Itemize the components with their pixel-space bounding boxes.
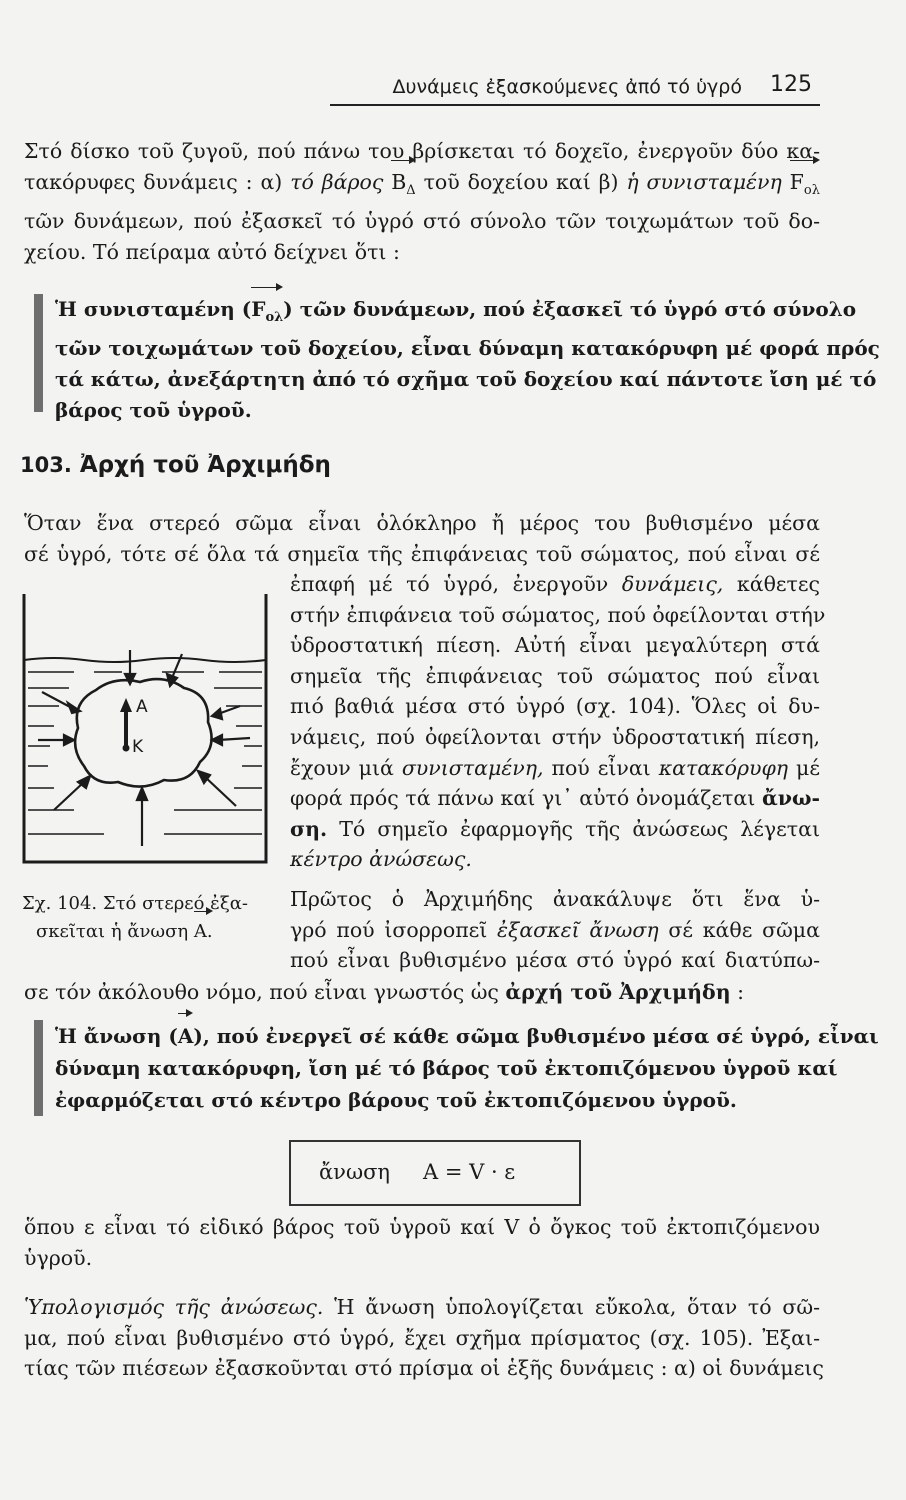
paragraph-formula-explanation: [24, 1212, 820, 1273]
text-line: πού εἶναι βυθισμένο μέσα στό ὑγρό καί διατύπω-: [290, 948, 820, 973]
text-line: γρό πού ἰσορροπεῖ ἐξασκεῖ ἄνωση σέ κάθε σῶμα: [290, 917, 820, 942]
paragraph-beside-figure: [290, 569, 826, 875]
text-line: τίας τῶν πιέσεων ἐξασκοῦνται στό πρίσμα οἱ ἑξῆς δυνάμεις : α) οἱ δυνάμεις: [24, 1356, 824, 1381]
figure-104-buoyancy: [14, 590, 276, 874]
text-line: Ἡ ἄνωση (A), πού ἐνεργεῖ σέ κάθε σῶμα βυθισμένο μέσα σέ ὑγρό, εἶναι: [55, 1020, 820, 1052]
running-header: [330, 72, 820, 106]
vector-A: A: [178, 1020, 194, 1052]
text-line: βάρος τοῦ ὑγροῦ.: [55, 398, 252, 422]
vector-A: Α.: [194, 918, 213, 946]
formula-expression: A = V · ε: [423, 1160, 516, 1184]
paragraph-archimedes-cont: [24, 977, 820, 1008]
paragraph-intro: [24, 508, 820, 569]
caption-line: Σχ. 104. Στό στερεό ἐξα-: [22, 893, 248, 914]
text-line: σέ ὑγρό, τότε σέ ὅλα τά σημεῖα τῆς ἐπιφάνειας τοῦ σώματος, πού εἶναι σέ: [24, 541, 820, 566]
text-line: ὑδροστατική πίεση. Αὐτή εἶναι μεγαλύτερη στά: [290, 633, 820, 658]
label-K: Κ: [132, 737, 144, 757]
text-line: φορά πρός τά πάνω καί γι᾿ αὐτό ὀνομάζεται ἄνω-: [290, 786, 820, 811]
page-number: 125: [770, 72, 812, 97]
pressure-arrows: [38, 650, 250, 846]
text-line: τῶν τοιχωμάτων τοῦ δοχείου, εἶναι δύναμη κατακόρυφη μέ φορά πρός: [55, 336, 880, 360]
caption-line: σκεῖται ἡ ἄνωση Α.: [22, 918, 248, 946]
text-line: ἐφαρμόζεται στό κέντρο βάρους τοῦ ἐκτοπιζόμενου ὑγροῦ.: [55, 1088, 737, 1112]
label-A: Α: [136, 697, 148, 717]
vector-F: $F_{o\lambda}$: [790, 167, 820, 207]
vector-B: $B_\Delta$: [391, 167, 415, 207]
text-line: πιό βαθιά μέσα στό ὑγρό (σχ. 104). Ὅλες οἱ δυ-: [290, 694, 820, 719]
rule-resultant-force: [55, 294, 880, 426]
paragraph-archimedes: [290, 884, 820, 976]
text-line: Ἡ συνισταμένη $(F_{o\lambda})$ τῶν δυνάμεων, πού ἐξασκεῖ τό ὑγρό στό σύνολο: [55, 294, 820, 333]
text-line: Πρῶτος ὁ Ἀρχιμήδης ἀνακάλυψε ὅτι ἕνα ὑ-: [290, 887, 820, 911]
text-line: μα, πού εἶναι βυθισμένο στό ὑγρό, ἔχει σχῆμα πρίσματος (σχ. 105). Ἐξαι-: [24, 1325, 820, 1350]
section-heading: [20, 452, 331, 478]
text-line: ὅπου ε εἶναι τό εἰδικό βάρος τοῦ ὑγροῦ καί V ὁ ὄγκος τοῦ ἐκτοπιζόμενου: [24, 1215, 820, 1239]
paragraph-buoyancy-calc: [24, 1292, 824, 1384]
text-line: σε τόν ἀκόλουθο νόμο, πού εἶναι γνωστός ὡς ἀρχή τοῦ Ἀρχιμήδη :: [24, 980, 745, 1004]
buoyancy-arrow: [120, 698, 132, 752]
text-line: Στό δίσκο τοῦ ζυγοῦ, πού πάνω του βρίσκεται τό δοχεῖο, ἐνεργοῦν δύο κα-: [24, 139, 820, 163]
text-line: δύναμη κατακόρυφη, ἴση μέ τό βάρος τοῦ ἐκτοπιζόμενου ὑγροῦ καί: [55, 1056, 838, 1080]
rule-marker-bar: [34, 1020, 43, 1116]
section-number: 103.: [20, 453, 72, 477]
text-line: ἔχουν μιά συνισταμένη, πού εἶναι κατακόρυφη μέ: [290, 755, 820, 780]
rule-archimedes-law: [55, 1020, 879, 1116]
text-line: Ὅταν ἕνα στερεό σῶμα εἶναι ὁλόκληρο ἤ μέρος του βυθισμένο μέσα: [24, 511, 820, 535]
text-line: τῶν δυνάμεων, πού ἐξασκεῖ τό ὑγρό στό σύνολο τῶν τοιχωμάτων τοῦ δο-: [24, 209, 820, 234]
vector-F: $F_{o\lambda}$: [251, 294, 283, 333]
text-line: Ὑπολογισμός τῆς ἀνώσεως. Ἡ ἄνωση ὑπολογίζεται εὔκολα, ὅταν τό σῶ-: [24, 1295, 820, 1319]
text-line: τά κάτω, ἀνεξάρτητη ἀπό τό σχῆμα τοῦ δοχείου καί πάντοτε ἴση μέ τό: [55, 367, 877, 391]
vessel-outline: [24, 594, 266, 862]
text-line: τακόρυφες δυνάμεις : α) τό βάρος $B_\Delta$ τοῦ δοχείου καί β) ἡ συνισταμένη $F_{o\lambda}$: [24, 167, 820, 207]
text-line: ση. Τό σημεῖο ἐφαρμογῆς τῆς ἀνώσεως λέγεται: [290, 816, 820, 841]
formula-box: [289, 1140, 581, 1206]
figure-caption: [22, 890, 248, 946]
text-line: ἐπαφή μέ τό ὑγρό, ἐνεργοῦν δυνάμεις, κάθετες: [290, 572, 820, 596]
formula-label: ἄνωση: [319, 1160, 390, 1184]
running-title: Δυνάμεις ἐξασκούμενες ἀπό τό ὑγρό: [392, 76, 742, 98]
text-line: κέντρο ἀνώσεως.: [290, 847, 472, 872]
section-title-text: Ἀρχή τοῦ Ἀρχιμήδη: [79, 452, 331, 478]
rule-marker-bar: [34, 294, 43, 412]
submerged-body: [75, 679, 211, 786]
paragraph-scale-forces: [24, 136, 820, 267]
text-line: νάμεις, πού ὀφείλονται στήν ὑδροστατική πίεση,: [290, 724, 820, 749]
text-line: χείου. Τό πείραμα αὐτό δείχνει ὅτι :: [24, 239, 400, 264]
text-line: σημεῖα τῆς ἐπιφάνειας τοῦ σώματος πού εἶναι: [290, 663, 820, 688]
text-line: στήν ἐπιφάνεια τοῦ σώματος, πού ὀφείλονται στήν: [290, 602, 826, 627]
text-line: ὑγροῦ.: [24, 1245, 93, 1270]
liquid-surface: [24, 658, 266, 662]
